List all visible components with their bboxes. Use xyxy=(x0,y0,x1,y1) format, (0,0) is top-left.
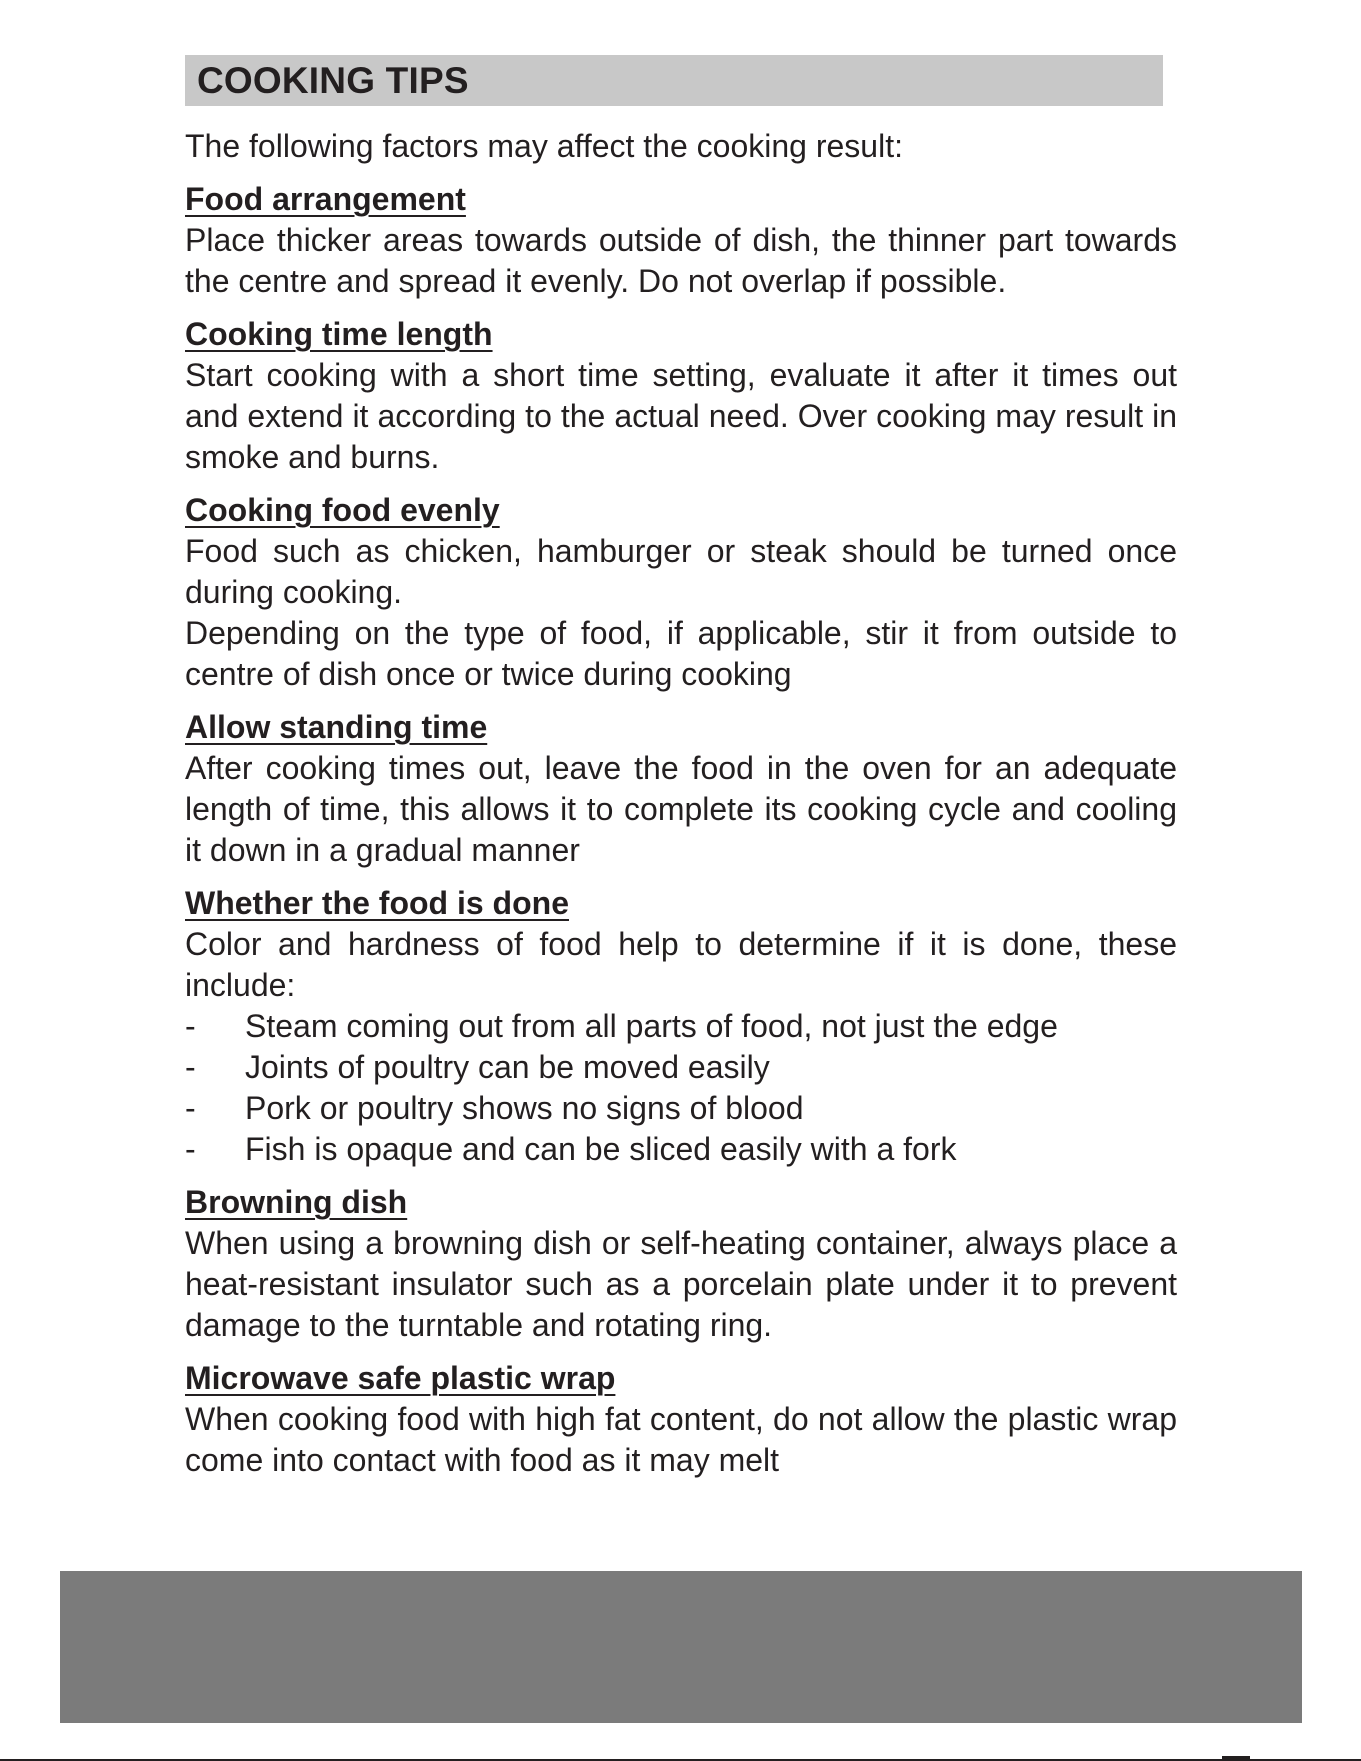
section-paragraph: After cooking times out, leave the food in the oven for an adequate length of time, this allows it to complete its cooking cycle and cooling it down in a gradual manner xyxy=(185,750,1177,868)
section-allow-standing-time xyxy=(185,707,1177,871)
section-paragraph: Start cooking with a short time setting, evaluate it after it times out and extend it according to the actual need. Over cooking may result in smoke and burns. xyxy=(185,357,1177,475)
bullet-dash: - xyxy=(185,1049,196,1085)
bullet-dash: - xyxy=(185,1008,196,1044)
document-page xyxy=(185,55,1177,1481)
section-heading: Microwave safe plastic wrap xyxy=(185,1360,616,1396)
bullet-item xyxy=(185,1006,1177,1047)
section-paragraph: Depending on the type of food, if applicable, stir it from outside to centre of dish once or twice during cooking xyxy=(185,615,1177,692)
bullet-text: Steam coming out from all parts of food, not just the edge xyxy=(245,1008,1058,1044)
bullet-item xyxy=(185,1047,1177,1088)
bullet-text: Joints of poultry can be moved easily xyxy=(245,1049,770,1085)
section-browning-dish xyxy=(185,1182,1177,1346)
section-heading: Whether the food is done xyxy=(185,885,569,921)
bullet-text: Pork or poultry shows no signs of blood xyxy=(245,1090,804,1126)
section-heading: Food arrangement xyxy=(185,181,466,217)
bullet-dash: - xyxy=(185,1090,196,1126)
section-paragraph: Place thicker areas towards outside of dish, the thinner part towards the centre and spread it evenly. Do not overlap if possible. xyxy=(185,222,1177,299)
section-cooking-food-evenly xyxy=(185,490,1177,695)
page-title: COOKING TIPS xyxy=(197,59,469,101)
section-heading: Browning dish xyxy=(185,1184,408,1220)
footer-band xyxy=(60,1571,1302,1723)
section-paragraph: Food such as chicken, hamburger or steak should be turned once during cooking. xyxy=(185,533,1177,610)
bullet-item xyxy=(185,1129,1177,1170)
section-paragraph: Color and hardness of food help to determine if it is done, these include: xyxy=(185,926,1177,1003)
section-whether-food-is-done xyxy=(185,883,1177,1170)
section-paragraph: When using a browning dish or self-heating container, always place a heat-resistant insulator such as a porcelain plate under it to prevent damage to the turntable and rotating ring. xyxy=(185,1225,1177,1343)
section-cooking-time-length xyxy=(185,314,1177,478)
section-microwave-safe-plastic-wrap xyxy=(185,1358,1177,1481)
intro-text: The following factors may affect the cooking result: xyxy=(185,128,903,164)
bullet-list xyxy=(185,1006,1177,1170)
bullet-text: Fish is opaque and can be sliced easily with a fork xyxy=(245,1131,957,1167)
section-heading: Allow standing time xyxy=(185,709,488,745)
bullet-dash: - xyxy=(185,1131,196,1167)
section-paragraph: When cooking food with high fat content, do not allow the plastic wrap come into contact with food as it may melt xyxy=(185,1401,1177,1478)
bullet-item xyxy=(185,1088,1177,1129)
title-bar xyxy=(185,55,1163,106)
page-corner-mark xyxy=(1222,1756,1250,1760)
section-heading: Cooking food evenly xyxy=(185,492,500,528)
section-food-arrangement xyxy=(185,179,1177,302)
section-heading: Cooking time length xyxy=(185,316,493,352)
